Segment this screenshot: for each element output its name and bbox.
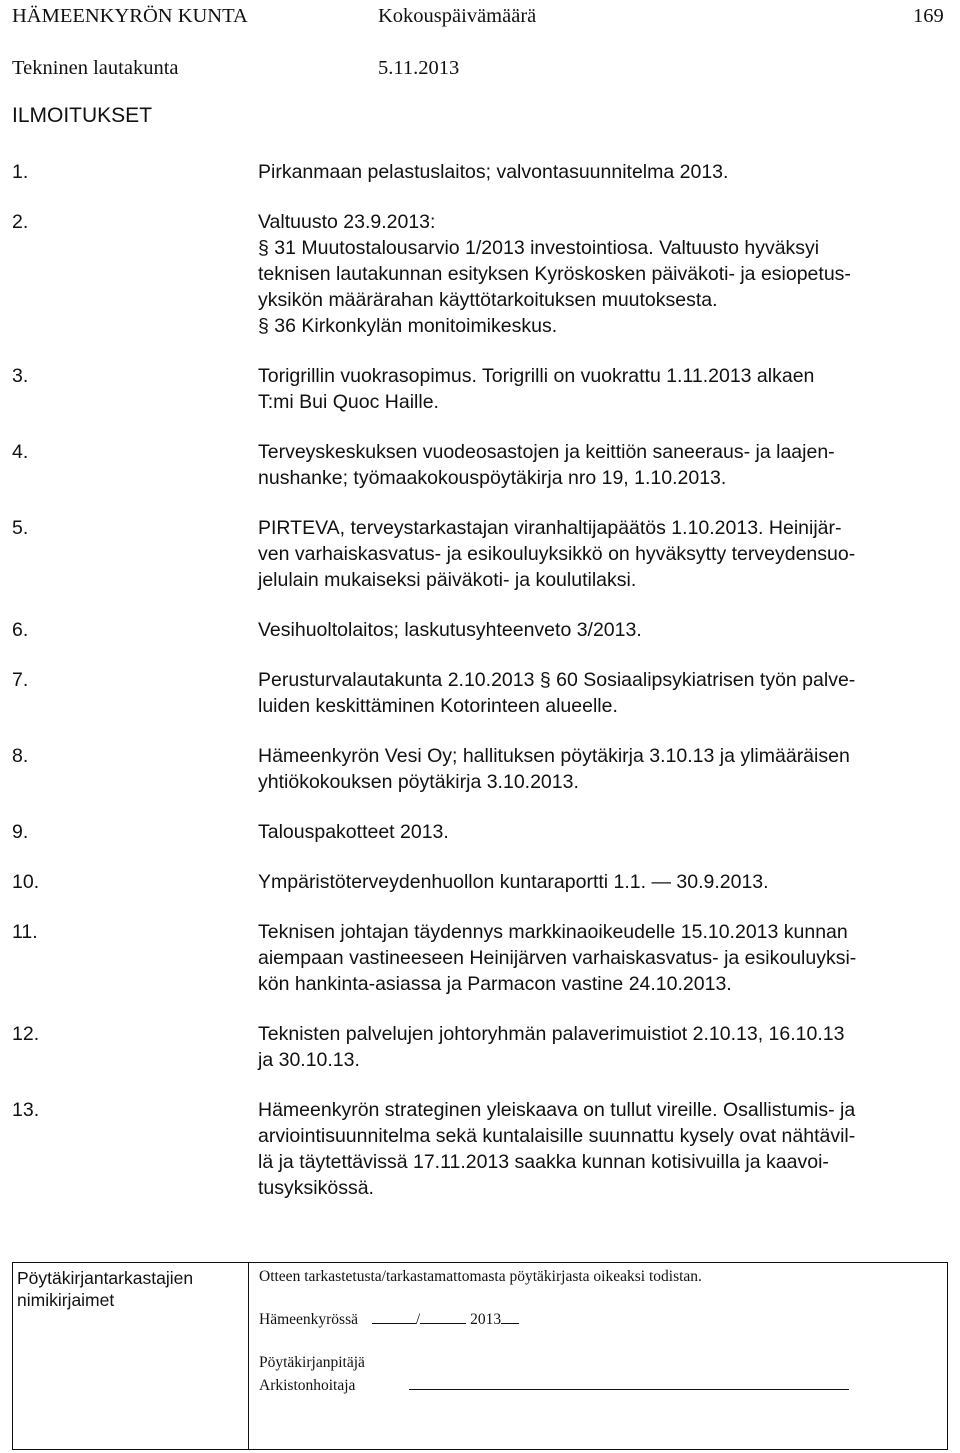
item-number: 1. (12, 161, 29, 183)
item-text (258, 363, 948, 415)
list-item (0, 1021, 960, 1073)
item-text (258, 819, 948, 845)
item-text-line: Ympäristöterveydenhuollon kuntaraportti 1.1. — 30.9.2013. (258, 871, 769, 893)
list-item (0, 515, 960, 593)
item-number: 10. (12, 871, 40, 893)
item-text-line: Hämeenkyrön Vesi Oy; hallituksen pöytäkirja 3.10.13 ja ylimääräisen (258, 745, 850, 767)
item-text-line: Perusturvalautakunta 2.10.2013 § 60 Sosiaalipsykiatrisen työn palve- (258, 669, 856, 691)
item-number: 12. (12, 1023, 40, 1045)
footer-year: 2013 (470, 1311, 502, 1328)
footer-place: Hämeenkyrössä (259, 1311, 358, 1328)
footer-year-blank (501, 1309, 519, 1324)
item-text-line: luiden keskittäminen Kotorinteen alueelle. (258, 695, 618, 717)
footer-role-clerk: Pöytäkirjanpitäjä (259, 1354, 365, 1371)
item-text-line: Vesihuoltolaitos; laskutusyhteenveto 3/2013. (258, 619, 642, 641)
item-text-line: Talouspakotteet 2013. (258, 821, 449, 843)
item-text (258, 667, 948, 719)
item-text-line: PIRTEVA, terveystarkastajan viranhaltijapäätös 1.10.2013. Heinijär- (258, 517, 842, 539)
header-municipality: HÄMEENKYRÖN KUNTA (12, 5, 248, 27)
item-text (258, 743, 948, 795)
header-meeting-date: 5.11.2013 (378, 57, 460, 79)
list-item (0, 869, 960, 895)
item-number: 6. (12, 619, 29, 641)
item-number: 3. (12, 365, 29, 387)
footer-month-blank (420, 1309, 466, 1324)
item-text-line: Hämeenkyrön strateginen yleiskaava on tullut vireille. Osallistumis- ja (258, 1099, 856, 1121)
footer-date-separator: / (415, 1311, 421, 1328)
item-text (258, 1021, 948, 1073)
item-text-line: teknisen lautakunnan esityksen Kyröskosken päiväkoti- ja esiopetus- (258, 263, 851, 285)
item-text-line: Teknisen johtajan täydennys markkinaoikeudelle 15.10.2013 kunnan (258, 921, 848, 943)
footer-signature-box (12, 1262, 948, 1450)
item-text-line: § 31 Muutostalousarvio 1/2013 investointiosa. Valtuusto hyväksyi (258, 237, 820, 259)
item-text-line: § 36 Kirkonkylän monitoimikeskus. (258, 315, 558, 337)
item-text (258, 919, 948, 997)
item-text (258, 439, 948, 491)
list-item (0, 209, 960, 339)
footer-statement: Otteen tarkastetusta/tarkastamattomasta pöytäkirjasta oikeaksi todistan. (259, 1268, 702, 1285)
item-number: 2. (12, 211, 29, 233)
announcement-list (0, 159, 960, 1225)
item-text-line: ven varhaiskasvatus- ja esikouluyksikkö on hyväksytty terveydensuo- (258, 543, 856, 565)
item-text-line: lä ja täytettävissä 17.11.2013 saakka kunnan kotisivuilla ja kaavoi- (258, 1151, 829, 1173)
item-number: 5. (12, 517, 29, 539)
footer-day-blank (372, 1309, 416, 1324)
list-item (0, 667, 960, 719)
list-item (0, 617, 960, 643)
item-text-line: Torigrillin vuokrasopimus. Torigrilli on vuokrattu 1.11.2013 alkaen (258, 365, 815, 387)
footer-role-archivist (259, 1375, 849, 1396)
item-text-line: ja 30.10.13. (258, 1049, 360, 1071)
item-text-line: T:mi Bui Quoc Haille. (258, 391, 439, 413)
item-text-line: Terveyskeskuksen vuodeosastojen ja keittiön saneeraus- ja laajen- (258, 441, 835, 463)
item-text-line: Teknisten palvelujen johtoryhmän palaverimuistiot 2.10.13, 16.10.13 (258, 1023, 845, 1045)
item-number: 7. (12, 669, 29, 691)
item-text-line: Pirkanmaan pelastuslaitos; valvontasuunnitelma 2013. (258, 161, 729, 183)
item-number: 9. (12, 821, 29, 843)
footer-certification-cell (249, 1263, 947, 1453)
header-page-number: 169 (913, 5, 944, 27)
list-item (0, 159, 960, 185)
list-item (0, 919, 960, 997)
footer-initials-label-line2: nimikirjaimet (17, 1290, 115, 1310)
item-number: 4. (12, 441, 29, 463)
item-text-line: Valtuusto 23.9.2013: (258, 211, 436, 233)
item-text-line: aiempaan vastineeseen Heinijärven varhaiskasvatus- ja esikouluyksi- (258, 947, 857, 969)
list-item (0, 1097, 960, 1201)
list-item (0, 819, 960, 845)
item-text (258, 617, 948, 643)
item-text-line: kön hankinta-asiassa ja Parmacon vastine 24.10.2013. (258, 973, 732, 995)
item-text-line: yhtiökokouksen pöytäkirja 3.10.2013. (258, 771, 579, 793)
item-text (258, 209, 948, 339)
item-text-line: arviointisuunnitelma sekä kuntalaisille suunnattu kysely ovat nähtävil- (258, 1125, 856, 1147)
item-text (258, 1097, 948, 1201)
item-number: 8. (12, 745, 29, 767)
footer-initials-label-line1: Pöytäkirjantarkastajien (17, 1268, 194, 1288)
footer-signature-line (409, 1375, 849, 1390)
footer-place-date (259, 1309, 519, 1330)
section-title: ILMOITUKSET (12, 104, 153, 127)
item-number: 11. (12, 921, 38, 943)
list-item (0, 743, 960, 795)
footer-initials-cell (13, 1263, 249, 1449)
list-item (0, 363, 960, 415)
item-text-line: yksikön määrärahan käyttötarkoituksen muutoksesta. (258, 289, 718, 311)
header-meeting-date-label: Kokouspäivämäärä (378, 5, 537, 27)
item-text (258, 869, 948, 895)
item-text (258, 515, 948, 593)
header-committee: Tekninen lautakunta (12, 57, 179, 79)
item-number: 13. (12, 1099, 40, 1121)
item-text-line: jelulain mukaiseksi päiväkoti- ja koulutilaksi. (258, 569, 637, 591)
item-text-line: nushanke; työmaakokouspöytäkirja nro 19, 1.10.2013. (258, 467, 727, 489)
list-item (0, 439, 960, 491)
item-text (258, 159, 948, 185)
footer-role-archivist-label: Arkistonhoitaja (259, 1377, 356, 1394)
item-text-line: tusyksikössä. (258, 1177, 374, 1199)
